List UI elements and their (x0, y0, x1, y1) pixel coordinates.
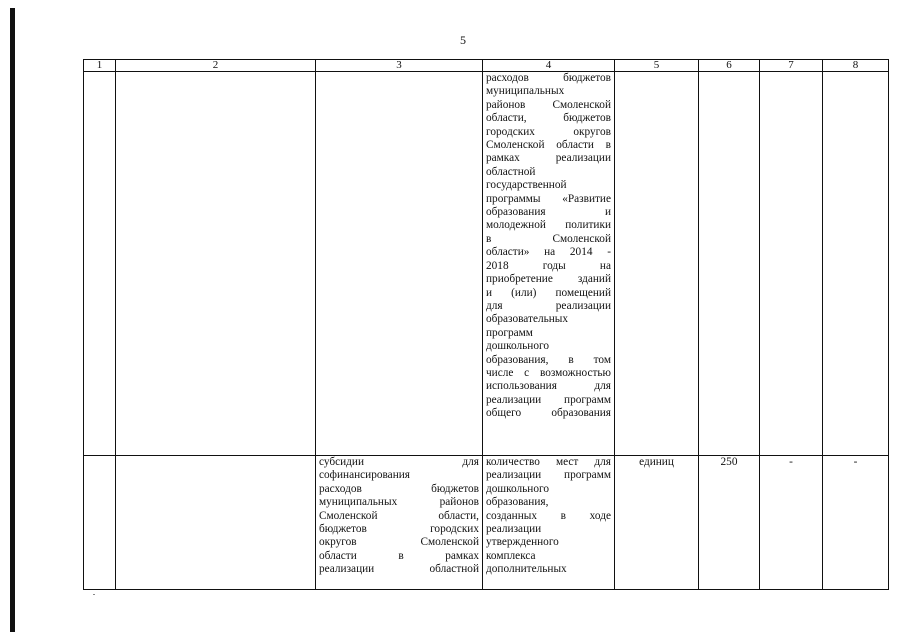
document-table (83, 59, 889, 590)
text-line: созданных в ходе (486, 509, 611, 522)
text-line: округов Смоленской (319, 536, 479, 549)
text-line: областной (486, 165, 536, 178)
scan-edge-bar (10, 8, 15, 632)
text-line: образования, (486, 496, 549, 509)
table-cell (823, 72, 889, 456)
text-line: реализации областной (319, 563, 479, 576)
column-header: 7 (760, 60, 823, 72)
column-header: 1 (84, 60, 116, 72)
text-line: для реализации (486, 299, 611, 312)
text-line: числе с возможностью (486, 366, 611, 379)
text-line: в Смоленской (486, 232, 611, 245)
text-line: государственной (486, 179, 567, 192)
text-line: дополнительных (486, 563, 567, 576)
text-line: муниципальных (486, 85, 565, 98)
table-cell (84, 456, 116, 590)
text-line: 2018 годы на (486, 259, 611, 272)
table-row (84, 456, 889, 590)
text-line: использования для (486, 380, 611, 393)
indicator-text-cell (483, 456, 615, 590)
text-line: образования, в том (486, 353, 611, 366)
column-header: 5 (615, 60, 699, 72)
table-cell (316, 72, 483, 456)
text-line: районов Смоленской (486, 98, 611, 111)
indicator-text-cell (483, 72, 615, 456)
value-cell: 250 (699, 456, 760, 590)
table-cell (84, 72, 116, 456)
text-line: Смоленской области в (486, 139, 611, 152)
text-line: реализации (486, 523, 542, 536)
column-header: 2 (116, 60, 316, 72)
text-line: количество мест для (486, 456, 611, 468)
text-line: городских округов (486, 125, 611, 138)
table-cell (699, 72, 760, 456)
text-line: области» на 2014 - (486, 246, 611, 259)
text-line: муниципальных районов (319, 496, 479, 509)
text-line: субсидии для (319, 456, 479, 468)
column-header: 3 (316, 60, 483, 72)
text-line: реализации программ (486, 469, 611, 482)
scan-speck (93, 594, 95, 595)
text-line: области в рамках (319, 549, 479, 562)
text-line: программы «Развитие (486, 192, 611, 205)
text-line: образования и (486, 206, 611, 219)
table-cell (760, 72, 823, 456)
subsidy-text-cell (316, 456, 483, 590)
text-line: общего образования (486, 407, 611, 420)
text-line: рамках реализации (486, 152, 611, 165)
unit-cell: единиц (615, 456, 699, 590)
text-line: приобретение зданий (486, 273, 611, 286)
text-line: утвержденного (486, 536, 559, 549)
text-line: расходов бюджетов (319, 482, 479, 495)
column-header: 4 (483, 60, 615, 72)
table-cell (116, 456, 316, 590)
page-number: 5 (460, 33, 466, 47)
text-line: молодежной политики (486, 219, 611, 232)
text-line: дошкольного (486, 482, 549, 495)
text-line: образовательных (486, 313, 569, 326)
text-line: области, бюджетов (486, 112, 611, 125)
value-cell: - (760, 456, 823, 590)
text-line: бюджетов городских (319, 523, 479, 536)
text-line: софинансирования (319, 469, 410, 482)
column-number-row (84, 60, 889, 72)
text-line: и (или) помещений (486, 286, 611, 299)
column-header: 6 (699, 60, 760, 72)
text-line: Смоленской области, (319, 509, 479, 522)
table-cell (116, 72, 316, 456)
table-cell (615, 72, 699, 456)
table-row (84, 72, 889, 456)
text-line: реализации программ (486, 393, 611, 406)
text-line: расходов бюджетов (486, 72, 611, 84)
text-line: программ (486, 326, 533, 339)
text-line: комплекса (486, 549, 536, 562)
text-line: дошкольного (486, 340, 549, 353)
column-header: 8 (823, 60, 889, 72)
value-cell: - (823, 456, 889, 590)
